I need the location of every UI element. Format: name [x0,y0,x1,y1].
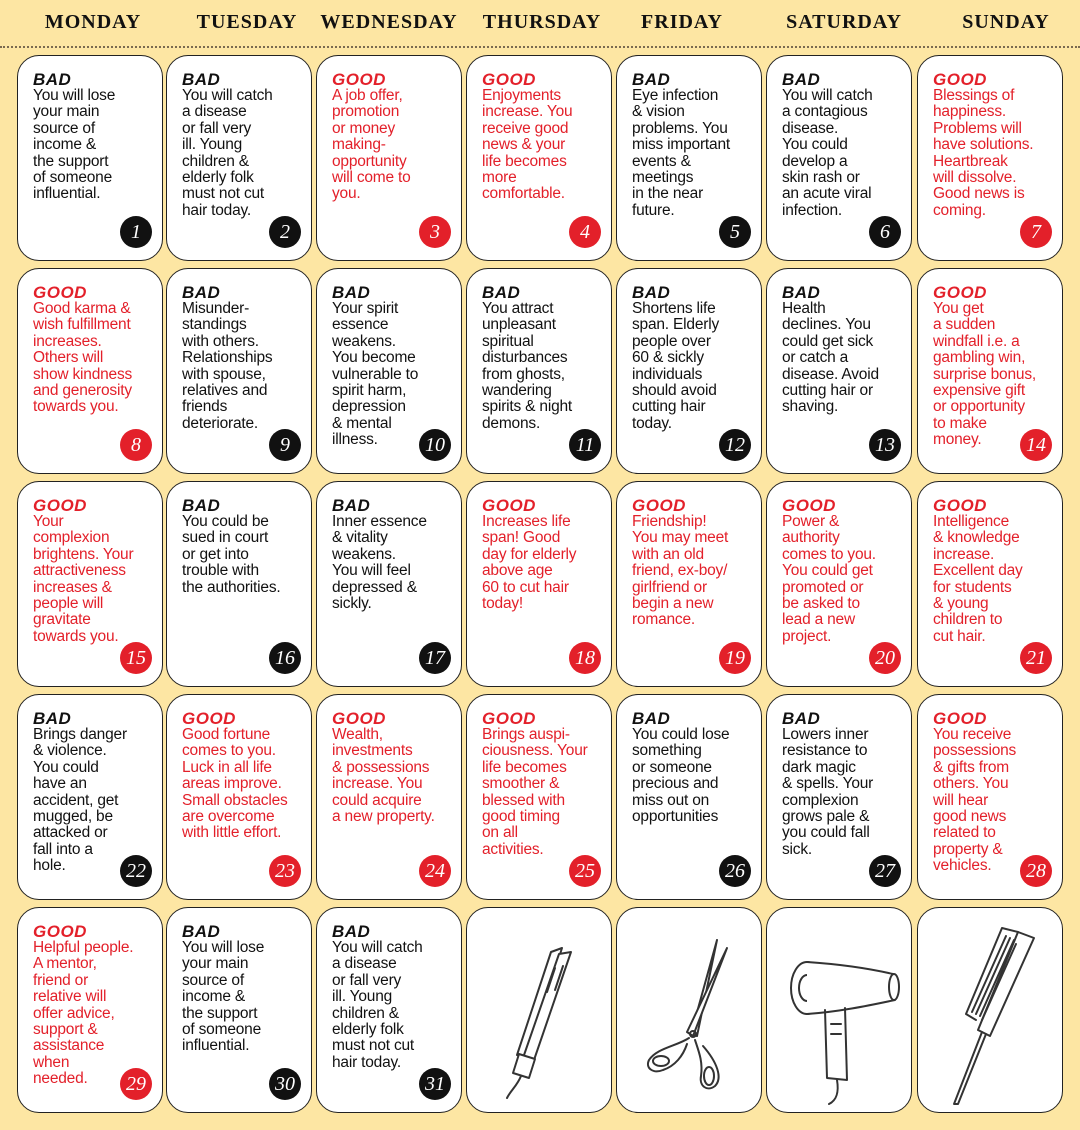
verdict-label: GOOD [782,496,836,515]
day-description: Brings auspi- ciousness. Your life becomes smoother & blessed with good timing on all activities. [482,726,588,858]
comb-icon [918,908,1063,1113]
hair-dryer-icon [767,908,912,1113]
header-divider [0,46,1080,48]
day-description: Wealth, investments & possessions increase. You could acquire a new property. [332,726,435,826]
day-description: You could lose something or someone precious and miss out on opportunities [632,726,730,826]
calendar-day-31 [316,907,462,1113]
verdict-label: GOOD [182,709,236,728]
verdict-label: BAD [782,70,821,89]
day-number-badge: 27 [869,855,901,887]
day-number-badge: 8 [120,429,152,461]
day-number-badge: 21 [1020,642,1052,674]
calendar-day-16 [166,481,312,687]
day-description: Intelligence & knowledge increase. Excellent day for students & young children to cut hair. [933,513,1023,645]
verdict-label: GOOD [933,496,987,515]
verdict-label: BAD [782,283,821,302]
calendar-day-27 [766,694,912,900]
verdict-label: GOOD [332,70,386,89]
calendar-day-29 [17,907,163,1113]
tool-cell [466,907,612,1113]
day-description: Eye infection & vision problems. You miss important events & meetings in the near future. [632,87,730,219]
day-description: Health declines. You could get sick or catch a disease. Avoid cutting hair or shaving. [782,300,879,416]
calendar-day-19 [616,481,762,687]
day-number-badge: 28 [1020,855,1052,887]
verdict-label: BAD [332,922,371,941]
day-header-saturday: SATURDAY [786,11,902,33]
day-number-badge: 9 [269,429,301,461]
day-number-badge: 12 [719,429,751,461]
day-number-badge: 25 [569,855,601,887]
verdict-label: GOOD [33,283,87,302]
verdict-label: BAD [482,283,521,302]
day-description: Lowers inner resistance to dark magic & spells. Your complexion grows pale & you could fall sick. [782,726,874,858]
verdict-label: BAD [632,70,671,89]
calendar-day-26 [616,694,762,900]
calendar-day-3 [316,55,462,261]
day-number-badge: 15 [120,642,152,674]
day-header-monday: MONDAY [44,11,142,33]
calendar-day-12 [616,268,762,474]
day-description: You receive possessions & gifts from others. You will hear good news related to property & vehicles. [933,726,1017,875]
verdict-label: BAD [33,709,72,728]
calendar-day-2 [166,55,312,261]
calendar-day-21 [917,481,1063,687]
calendar-day-4 [466,55,612,261]
calendar-day-23 [166,694,312,900]
verdict-label: GOOD [332,709,386,728]
verdict-label: BAD [33,70,72,89]
day-header-wednesday: WEDNESDAY [320,11,458,33]
day-description: Your spirit essence weakens. You become vulnerable to spirit harm, depression & mental illness. [332,300,419,449]
day-description: You attract unpleasant spiritual disturbances from ghosts, wandering spirits & night demons. [482,300,573,432]
day-number-badge: 10 [419,429,451,461]
day-number-badge: 18 [569,642,601,674]
day-description: You could be sued in court or get into trouble with the authorities. [182,513,281,596]
calendar-day-28 [917,694,1063,900]
calendar-day-18 [466,481,612,687]
verdict-label: GOOD [33,922,87,941]
day-description: You will catch a contagious disease. You could develop a skin rash or an acute viral infection. [782,87,873,219]
calendar-day-14 [917,268,1063,474]
day-number-badge: 20 [869,642,901,674]
calendar-day-22 [17,694,163,900]
day-number-badge: 22 [120,855,152,887]
calendar-day-30 [166,907,312,1113]
day-description: Good karma & wish fulfillment increases. Others will show kindness and generosity towards you. [33,300,133,416]
verdict-label: BAD [332,283,371,302]
day-description: Inner essence & vitality weakens. You will feel depressed & sickly. [332,513,427,613]
verdict-label: GOOD [33,496,87,515]
day-number-badge: 11 [569,429,601,461]
tool-cell [616,907,762,1113]
verdict-label: BAD [182,283,221,302]
calendar-day-17 [316,481,462,687]
calendar-day-9 [166,268,312,474]
day-number-badge: 14 [1020,429,1052,461]
day-number-badge: 29 [120,1068,152,1100]
day-description: Misunder- standings with others. Relationships with spouse, relatives and friends deteriorate. [182,300,273,432]
day-number-badge: 13 [869,429,901,461]
day-number-badge: 1 [120,216,152,248]
day-description: Enjoyments increase. You receive good news & your life becomes more comfortable. [482,87,573,203]
calendar-day-24 [316,694,462,900]
day-description: Your complexion brightens. Your attractiveness increases & people will gravitate towards you. [33,513,134,645]
day-number-badge: 17 [419,642,451,674]
day-number-badge: 24 [419,855,451,887]
day-number-badge: 19 [719,642,751,674]
flat-iron-icon [467,908,612,1113]
verdict-label: BAD [332,496,371,515]
day-description: Good fortune comes to you. Luck in all life areas improve. Small obstacles are overcome with little effort. [182,726,288,842]
day-number-badge: 4 [569,216,601,248]
day-number-badge: 16 [269,642,301,674]
day-description: You get a sudden windfall i.e. a gambling win, surprise bonus, expensive gift or opportunity to make money. [933,300,1036,449]
calendar-day-7 [917,55,1063,261]
verdict-label: BAD [782,709,821,728]
verdict-label: GOOD [482,709,536,728]
verdict-label: BAD [632,709,671,728]
verdict-label: BAD [182,496,221,515]
day-number-badge: 30 [269,1068,301,1100]
day-description: Brings danger & violence. You could have an accident, get mugged, be attacked or fall into a hole. [33,726,127,875]
day-description: Friendship! You may meet with an old friend, ex-boy/ girlfriend or begin a new romance. [632,513,729,629]
verdict-label: GOOD [933,709,987,728]
verdict-label: BAD [182,70,221,89]
verdict-label: GOOD [933,283,987,302]
calendar-day-11 [466,268,612,474]
day-description: Blessings of happiness. Problems will have solutions. Heartbreak will dissolve. Good news is coming. [933,87,1034,219]
verdict-label: GOOD [482,496,536,515]
day-header-thursday: THURSDAY [482,11,602,33]
calendar-day-8 [17,268,163,474]
day-description: Helpful people. A mentor, friend or relative will offer advice, support & assistance when needed. [33,939,134,1088]
day-number-badge: 3 [419,216,451,248]
day-header-sunday: SUNDAY [962,11,1050,33]
day-description: Increases life span! Good day for elderly above age 60 to cut hair today! [482,513,577,613]
tool-cell [917,907,1063,1113]
verdict-label: GOOD [933,70,987,89]
day-header-friday: FRIDAY [641,11,723,33]
day-number-badge: 31 [419,1068,451,1100]
calendar-day-6 [766,55,912,261]
verdict-label: GOOD [632,496,686,515]
verdict-label: BAD [182,922,221,941]
day-number-badge: 7 [1020,216,1052,248]
day-number-badge: 23 [269,855,301,887]
calendar-day-5 [616,55,762,261]
day-description: You will lose your main source of income & the support of someone influential. [33,87,116,203]
day-number-badge: 2 [269,216,301,248]
day-number-badge: 26 [719,855,751,887]
day-number-badge: 6 [869,216,901,248]
day-header-tuesday: TUESDAY [196,11,298,33]
calendar-day-1 [17,55,163,261]
tool-cell [766,907,912,1113]
day-description: Power & authority comes to you. You could get promoted or be asked to lead a new project. [782,513,876,645]
day-description: You will catch a disease or fall very ill. Young children & elderly folk must not cut hair today. [182,87,273,219]
verdict-label: BAD [632,283,671,302]
calendar-day-13 [766,268,912,474]
day-description: You will catch a disease or fall very ill. Young children & elderly folk must not cut hair today. [332,939,423,1071]
day-description: Shortens life span. Elderly people over 60 & sickly individuals should avoid cutting hair today. [632,300,720,432]
verdict-label: GOOD [482,70,536,89]
calendar-day-20 [766,481,912,687]
scissors-icon [617,908,762,1113]
calendar-day-10 [316,268,462,474]
calendar-day-15 [17,481,163,687]
day-description: A job offer, promotion or money making- opportunity will come to you. [332,87,411,203]
day-number-badge: 5 [719,216,751,248]
calendar-day-25 [466,694,612,900]
day-description: You will lose your main source of income & the support of someone influential. [182,939,265,1055]
